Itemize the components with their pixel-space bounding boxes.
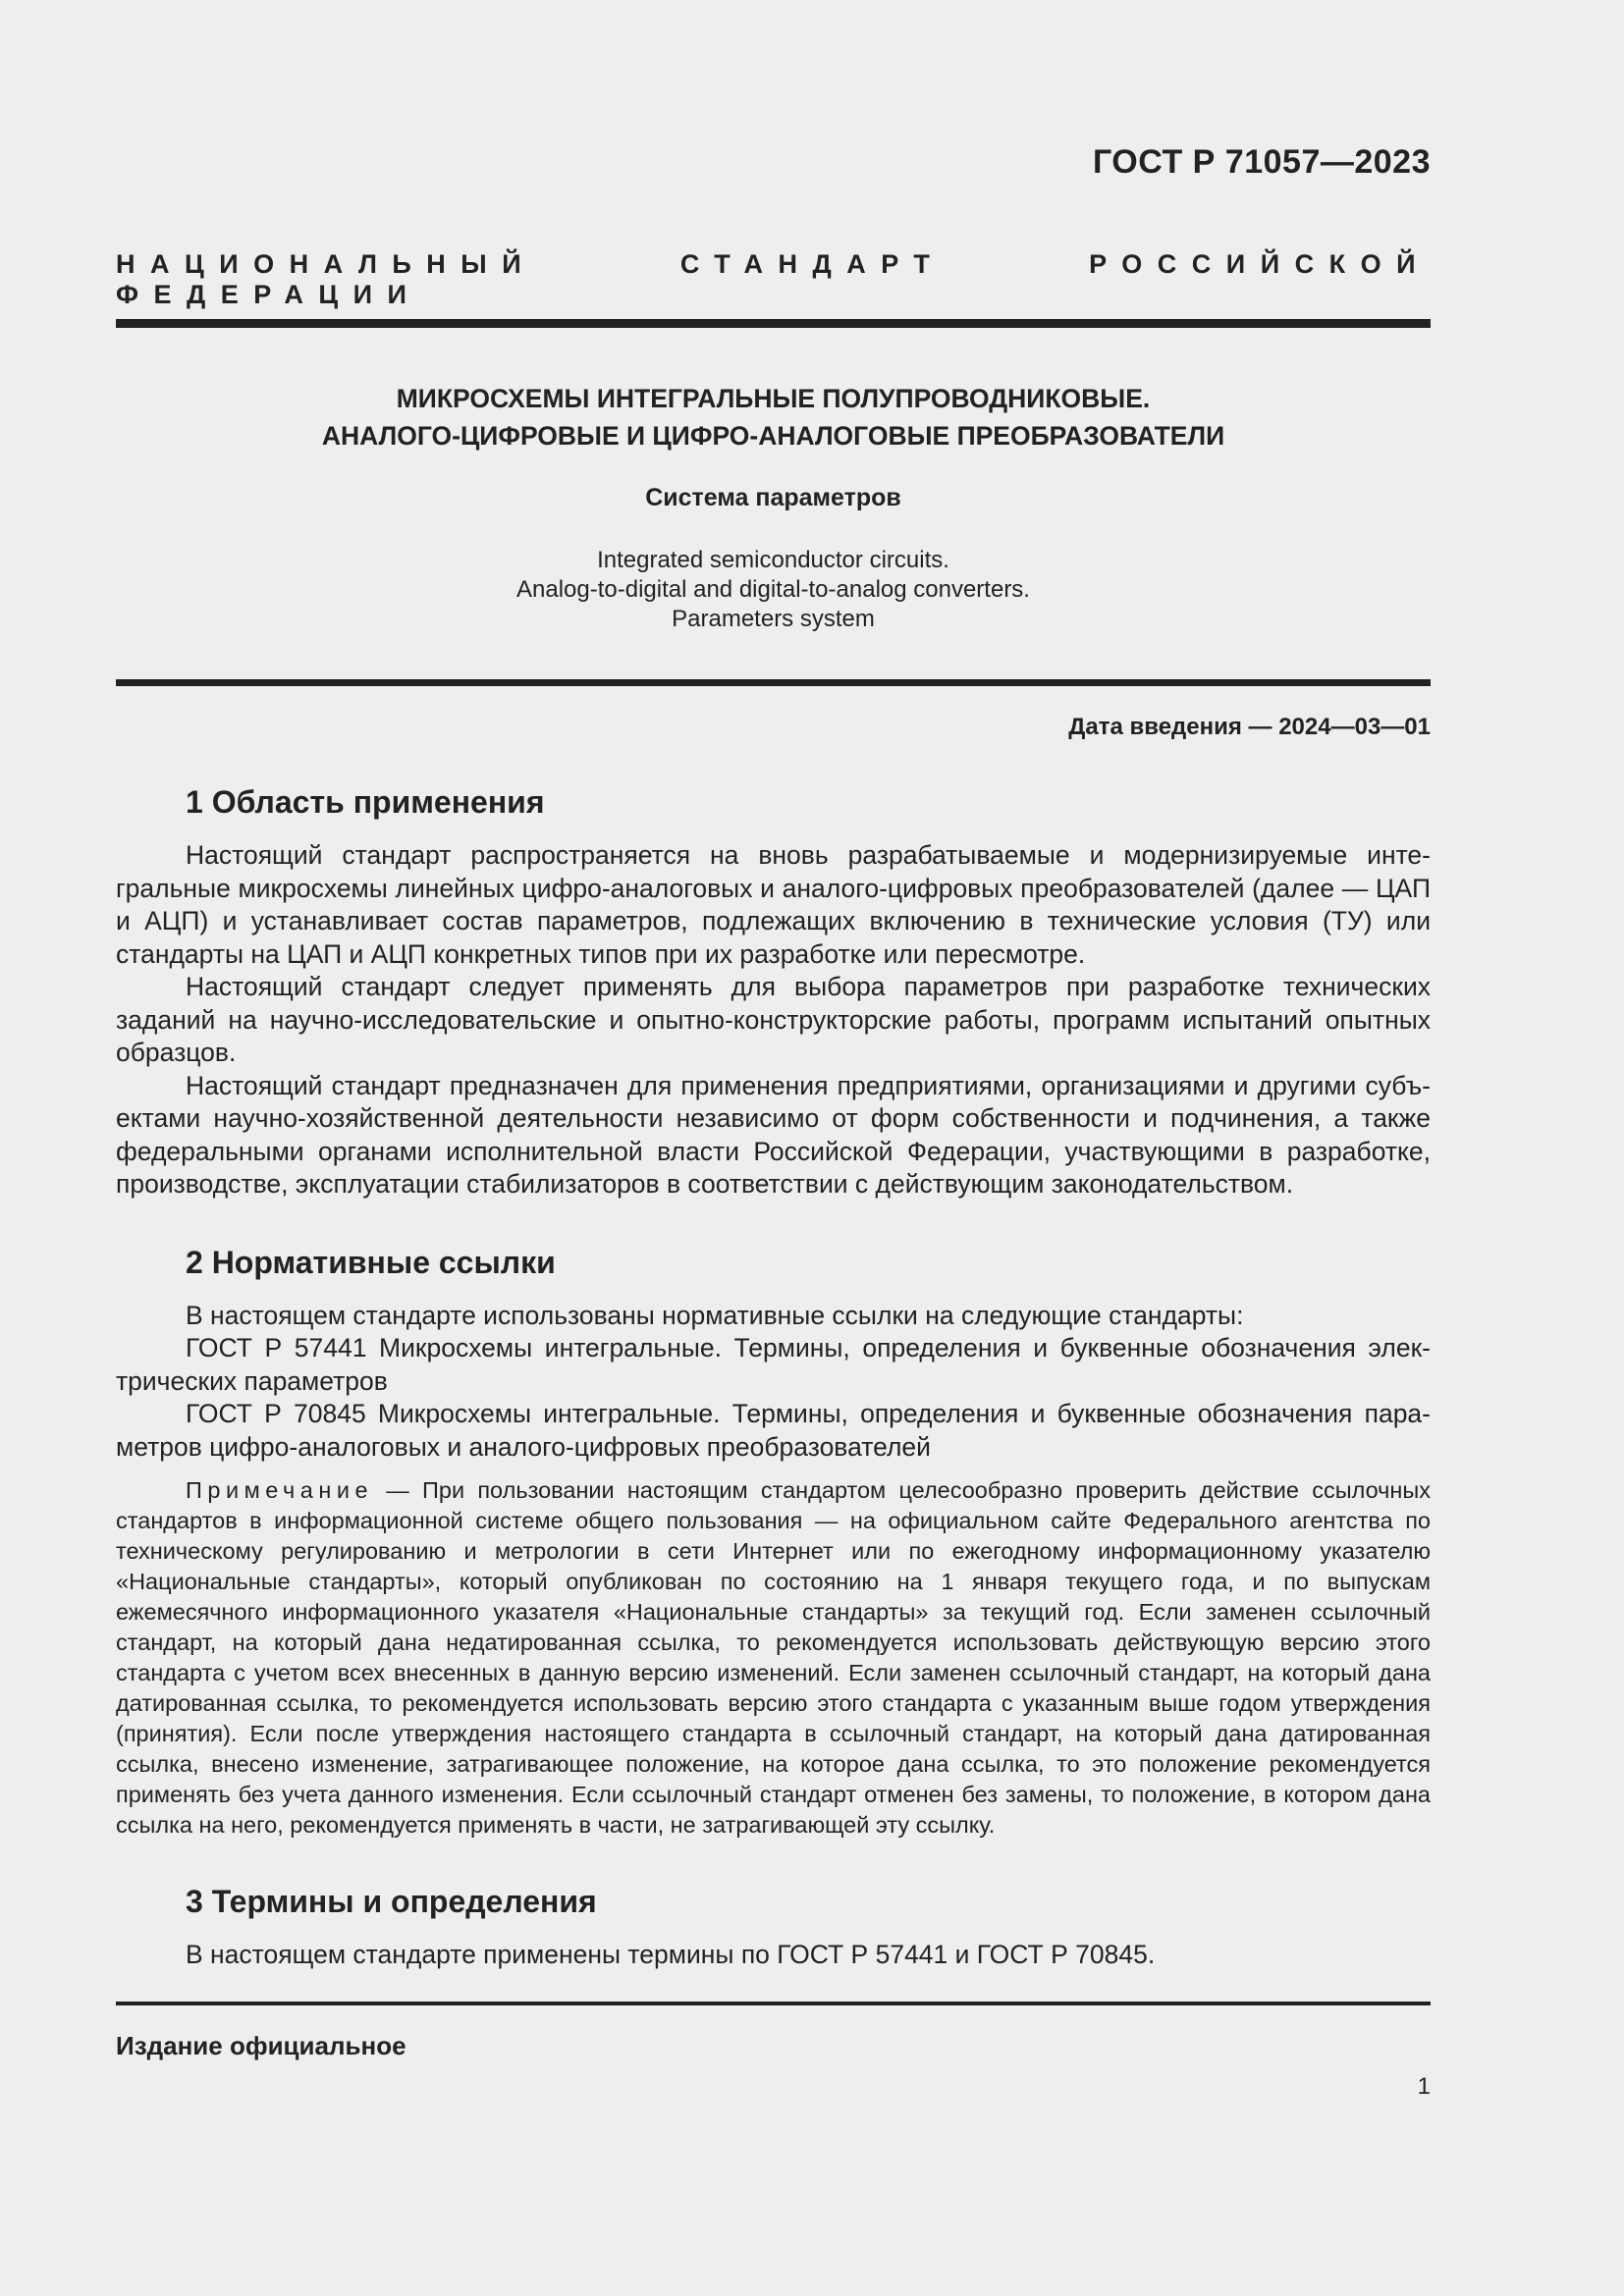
- russian-title: [116, 380, 1431, 454]
- note-label: Примечание: [186, 1477, 374, 1503]
- introduction-date: Дата введения — 2024—03—01: [1068, 714, 1431, 740]
- middle-divider: [116, 679, 1431, 686]
- english-title-line-1: Integrated semiconductor circuits.: [597, 547, 949, 573]
- english-title: [116, 546, 1431, 634]
- reference-gost-57441: ГОСТ Р 57441 Микросхемы интегральные. Термины, определения и буквенные обозначения электрических параметров: [116, 1333, 1431, 1396]
- russian-title-line-2: АНАЛОГО-ЦИФРОВЫЕ И ЦИФРО-АНАЛОГОВЫЕ ПРЕОБРАЗОВАТЕЛИ: [321, 421, 1225, 451]
- page-number: 1: [1417, 2073, 1431, 2100]
- english-title-line-2: Analog-to-digital and digital-to-analog converters.: [516, 576, 1030, 603]
- russian-title-line-1: МИКРОСХЕМЫ ИНТЕГРАЛЬНЫЕ ПОЛУПРОВОДНИКОВЫЕ.: [396, 384, 1151, 413]
- title-block: [116, 380, 1431, 634]
- reference-note: [116, 1475, 1431, 1841]
- english-title-line-3: Parameters system: [672, 606, 875, 632]
- standard-number: ГОСТ Р 71057—2023: [1092, 143, 1431, 181]
- national-standard-caption: НАЦИОНАЛЬНЫЙ СТАНДАРТ РОССИЙСКОЙ ФЕДЕРАЦИИ: [116, 249, 1431, 309]
- section-1-heading: 1 Область применения: [186, 784, 545, 820]
- section-1-paragraph: Настоящий стандарт предназначен для применения предприятиями, организациями и другими субъектами научно-хозяйственной деятельности независимо от форм собственности и подчинения, а также федеральными органами исполнительной власти Российской Федерации, участвующими в разработке, производстве, эксплуатации стабилизаторов в соответствии с действующим законодательством.: [116, 1070, 1431, 1199]
- reference-gost-70845: ГОСТ Р 70845 Микросхемы интегральные. Термины, определения и буквенные обозначения параметров цифро-аналоговых и аналого-цифровых преобразователей: [116, 1399, 1431, 1462]
- section-2-heading: 2 Нормативные ссылки: [186, 1244, 556, 1280]
- russian-subtitle: Система параметров: [645, 484, 901, 511]
- note-text: — При пользовании настоящим стандартом целесообразно проверить действие ссылочных стандартов в информационной системе общего пользования — на официальном сайте Федерального агентства по техническому регулированию и метрологии в сети Интернет или по ежегодному информационному указателю «Национальные стандарты», который опубликован по состоянию на 1 января текущего года, и по выпускам ежемесячного информационного указателя «Национальные стандарты» за текущий год. Если заменен ссылочный стандарт, на который дана недатированная ссылка, то рекомендуется использовать действующую версию этого стандарта с учетом всех внесенных в данную версию изменений. Если заменен ссылочный стандарт, на который дана датированная ссылка, то рекомендуется использовать версию этого стандарта с указанным выше годом утверждения (принятия). Если после утверждения настоящего стандарта в ссылочный стандарт, на который дана датированная ссылка, внесено изменение, затрагивающее положение, на которое дана ссылка, то это положение рекомендуется применять без учета данного изменения. Если ссылочный стандарт отменен без замены, то положение, в котором дана ссылка на него, рекомендуется применять в части, не затрагивающей эту ссылку.: [116, 1477, 1431, 1838]
- section-2-paragraph: В настоящем стандарте использованы нормативные ссылки на следующие стандарты:: [186, 1300, 1244, 1330]
- top-divider: [116, 319, 1431, 328]
- document-body: [116, 780, 1431, 1972]
- section-3-paragraph: В настоящем стандарте применены термины по ГОСТ Р 57441 и ГОСТ Р 70845.: [186, 1940, 1156, 1969]
- section-3-heading: 3 Термины и определения: [186, 1884, 597, 1919]
- bottom-divider: [116, 2002, 1431, 2005]
- section-1-paragraph: Настоящий стандарт распространяется на вновь разрабатываемые и модернизируемые интегральные микросхемы линейных цифро-аналоговых и аналого-цифровых преобразователей (далее — ЦАП и АЦП) и устанавливает состав параметров, подлежащих включению в технические условия (ТУ) или стандарты на ЦАП и АЦП конкретных типов при их разработке или пересмотре.: [116, 840, 1431, 969]
- section-1-paragraph: Настоящий стандарт следует применять для выбора параметров при разработке технических заданий на научно-исследовательские и опытно-конструкторские работы, программ испытаний опытных образцов.: [116, 972, 1431, 1067]
- official-edition-label: Издание официальное: [116, 2031, 406, 2060]
